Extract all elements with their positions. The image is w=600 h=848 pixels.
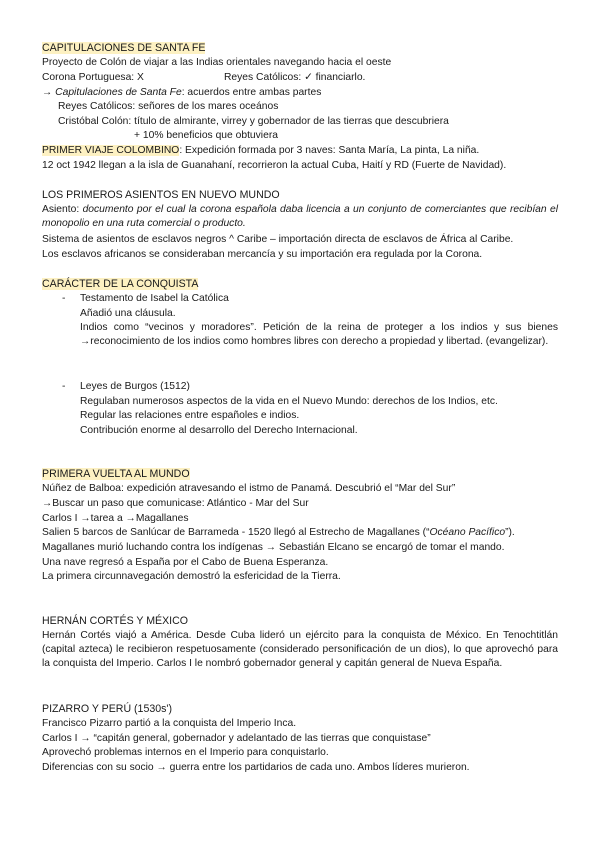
text-line: Salien 5 barcos de Sanlúcar de Barrameda - 1520 llegó al Estrecho de Magallanes (“Océano Pacífico”). (42, 527, 515, 538)
definition-paragraph: Asiento: documento por el cual la corona española daba licencia a un conjunto de comerciantes que recibían el monopolio en una ruta comercial o producto. (42, 204, 558, 229)
text-line: Corona Portuguesa: X Reyes Católicos: ✓ financiarlo. (42, 72, 366, 83)
text-line: Contribución enorme al desarrollo del Derecho Internacional. (80, 425, 358, 436)
text-paragraph: Indios como “vecinos y moradores”. Petición de la reina de proteger a los indios y sus bienes →reconocimiento de los indios como hombres libres con derecho a propiedad y libertad. (evangelizar). (80, 322, 558, 347)
text-line: →Buscar un paso que comunicase: Atlántico - Mar del Sur (42, 498, 309, 509)
section-title-capitulaciones: CAPITULACIONES DE SANTA FE (42, 42, 206, 54)
text-line: Núñez de Balboa: expedición atravesando el istmo de Panamá. Descubrió el “Mar del Sur” (42, 483, 456, 494)
text-line: → Capitulaciones de Santa Fe: acuerdos entre ambas partes (42, 87, 322, 98)
text-line: Diferencias con su socio → guerra entre los partidarios de cada uno. Ambos líderes murieron. (42, 762, 470, 773)
text-line: Añadió una cláusula. (80, 308, 176, 319)
text-line: Carlos I → “capitán general, gobernador y adelantado de las tierras que conquistase” (42, 733, 431, 744)
text-line: Una nave regresó a España por el Cabo de Buena Esperanza. (42, 557, 329, 568)
text-line: Cristóbal Colón: título de almirante, virrey y gobernador de las tierras que descubriera (58, 116, 449, 127)
text-line: Sistema de asientos de esclavos negros ^ Caribe – importación directa de esclavos de África al Caribe. (42, 234, 514, 245)
text-line: La primera circunnavegación demostró la esfericidad de la Tierra. (42, 571, 341, 582)
text-line: Reyes Católicos: señores de los mares oceános (58, 101, 279, 112)
section-title-cortes: HERNÁN CORTÉS Y MÉXICO (42, 615, 188, 627)
text-line: Francisco Pizarro partió a la conquista del Imperio Inca. (42, 718, 297, 729)
bullet-dash: - (62, 293, 66, 304)
text-line: Regular las relaciones entre españoles e indios. (80, 410, 300, 421)
section-title-asientos: LOS PRIMEROS ASIENTOS EN NUEVO MUNDO (42, 189, 280, 201)
text-line: + 10% beneficios que obtuviera (134, 130, 278, 141)
text-line: 12 oct 1942 llegan a la isla de Guanahaní, recorrieron la actual Cuba, Haití y RD (Fuerte de Navidad). (42, 160, 507, 171)
section-title-vuelta-mundo: PRIMERA VUELTA AL MUNDO (42, 468, 190, 480)
text-line: Los esclavos africanos se consideraban mercancía y su importación era regulada por la Corona. (42, 249, 483, 260)
text-line: Regulaban numerosos aspectos de la vida en el Nuevo Mundo: derechos de los Indios, etc. (80, 396, 498, 407)
text-paragraph: Hernán Cortés viajó a América. Desde Cuba lideró un ejército para la conquista de México. En Tenochtitlán (capital azteca) le recibieron respetuosamente (considerado personificación de un dios), lo que aprovechó para la conquista del Imperio. Carlos I le nombró gobernador general y capitán general de Nueva España. (42, 630, 558, 669)
bullet-dash: - (62, 381, 66, 392)
text-line: Proyecto de Colón de viajar a las Indias orientales navegando hacia el oeste (42, 57, 392, 68)
section-title-pizarro: PIZARRO Y PERÚ (1530s') (42, 703, 172, 715)
list-item-title: Testamento de Isabel la Católica (80, 293, 229, 304)
text-line: Carlos I →tarea a →Magallanes (42, 513, 189, 524)
section-title-caracter: CARÁCTER DE LA CONQUISTA (42, 278, 199, 290)
text-line: Magallanes murió luchando contra los indígenas → Sebastián Elcano se encargó de tomar el mando. (42, 542, 505, 553)
list-item-title: Leyes de Burgos (1512) (80, 381, 190, 392)
text-line: Aprovechó problemas internos en el Imperio para conquistarlo. (42, 747, 329, 758)
text-line: PRIMER VIAJE COLOMBINO: Expedición formada por 3 naves: Santa María, La pinta, La niña. (42, 145, 480, 156)
